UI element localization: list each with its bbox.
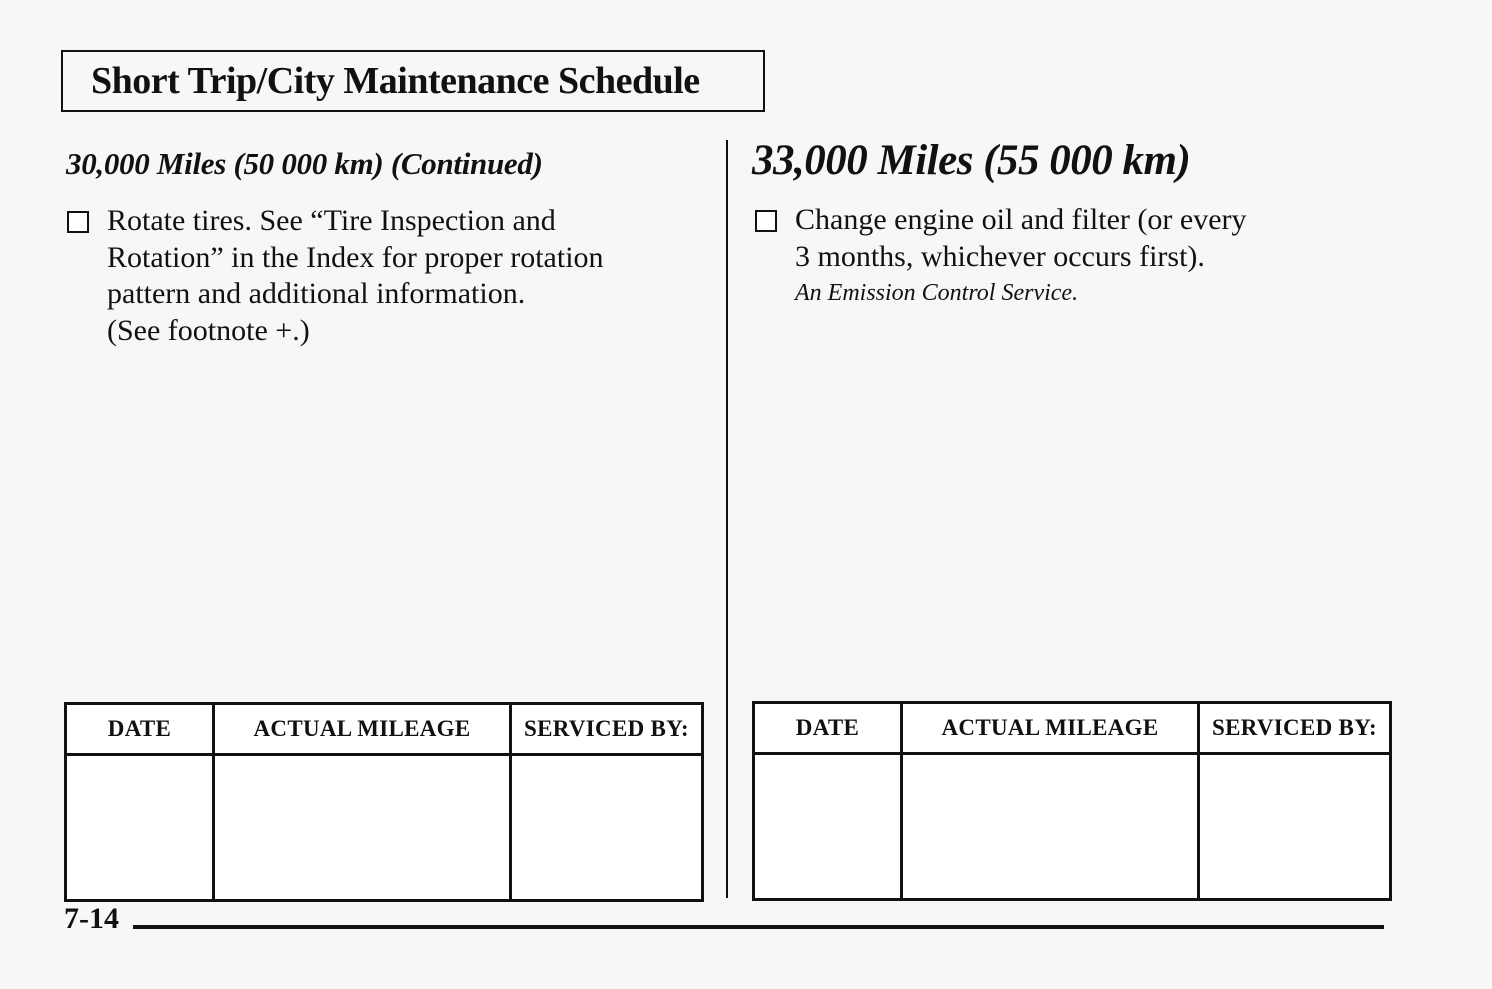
date-cell[interactable] (754, 754, 902, 900)
serviced-by-cell[interactable] (511, 755, 703, 901)
date-cell[interactable] (66, 755, 214, 901)
checklist-item-change-oil (755, 202, 1247, 311)
mileage-cell[interactable] (214, 755, 511, 901)
page-number: 7-14 (64, 902, 119, 935)
header-actual-mileage: ACTUAL MILEAGE (214, 704, 511, 755)
item-text-line: Change engine oil and filter (or every (795, 203, 1247, 236)
header-date: DATE (754, 703, 902, 754)
header-date: DATE (66, 704, 214, 755)
mileage-cell[interactable] (902, 754, 1199, 900)
item-text-line: pattern and additional information. (107, 277, 526, 310)
column-divider (726, 140, 728, 898)
item-text-line: Rotation” in the Index for proper rotation (107, 240, 604, 274)
service-record-table-33000 (752, 701, 1392, 901)
header-serviced-by: SERVICED BY: (1199, 703, 1391, 754)
serviced-by-cell[interactable] (1199, 754, 1391, 900)
page-title: Short Trip/City Maintenance Schedule (61, 50, 765, 112)
section-heading-30000-miles: 30,000 Miles (50 000 km) (Continued) (66, 146, 543, 181)
section-heading-33000-miles: 33,000 Miles (55 000 km) (752, 137, 1191, 184)
header-serviced-by: SERVICED BY: (511, 704, 703, 755)
item-text-line: 3 months, whichever occurs first). (795, 239, 1205, 273)
emission-control-note: An Emission Control Service. (795, 280, 1079, 306)
service-record-table-30000 (64, 702, 704, 902)
checkbox-change-oil[interactable] (755, 210, 777, 232)
footer-rule (133, 925, 1384, 929)
checklist-item-rotate-tires (67, 203, 604, 349)
header-actual-mileage: ACTUAL MILEAGE (902, 703, 1199, 754)
item-text-line: Rotate tires. See “Tire Inspection and (107, 204, 556, 237)
checkbox-rotate-tires[interactable] (67, 211, 89, 233)
item-text-line: (See footnote +.) (107, 313, 310, 347)
